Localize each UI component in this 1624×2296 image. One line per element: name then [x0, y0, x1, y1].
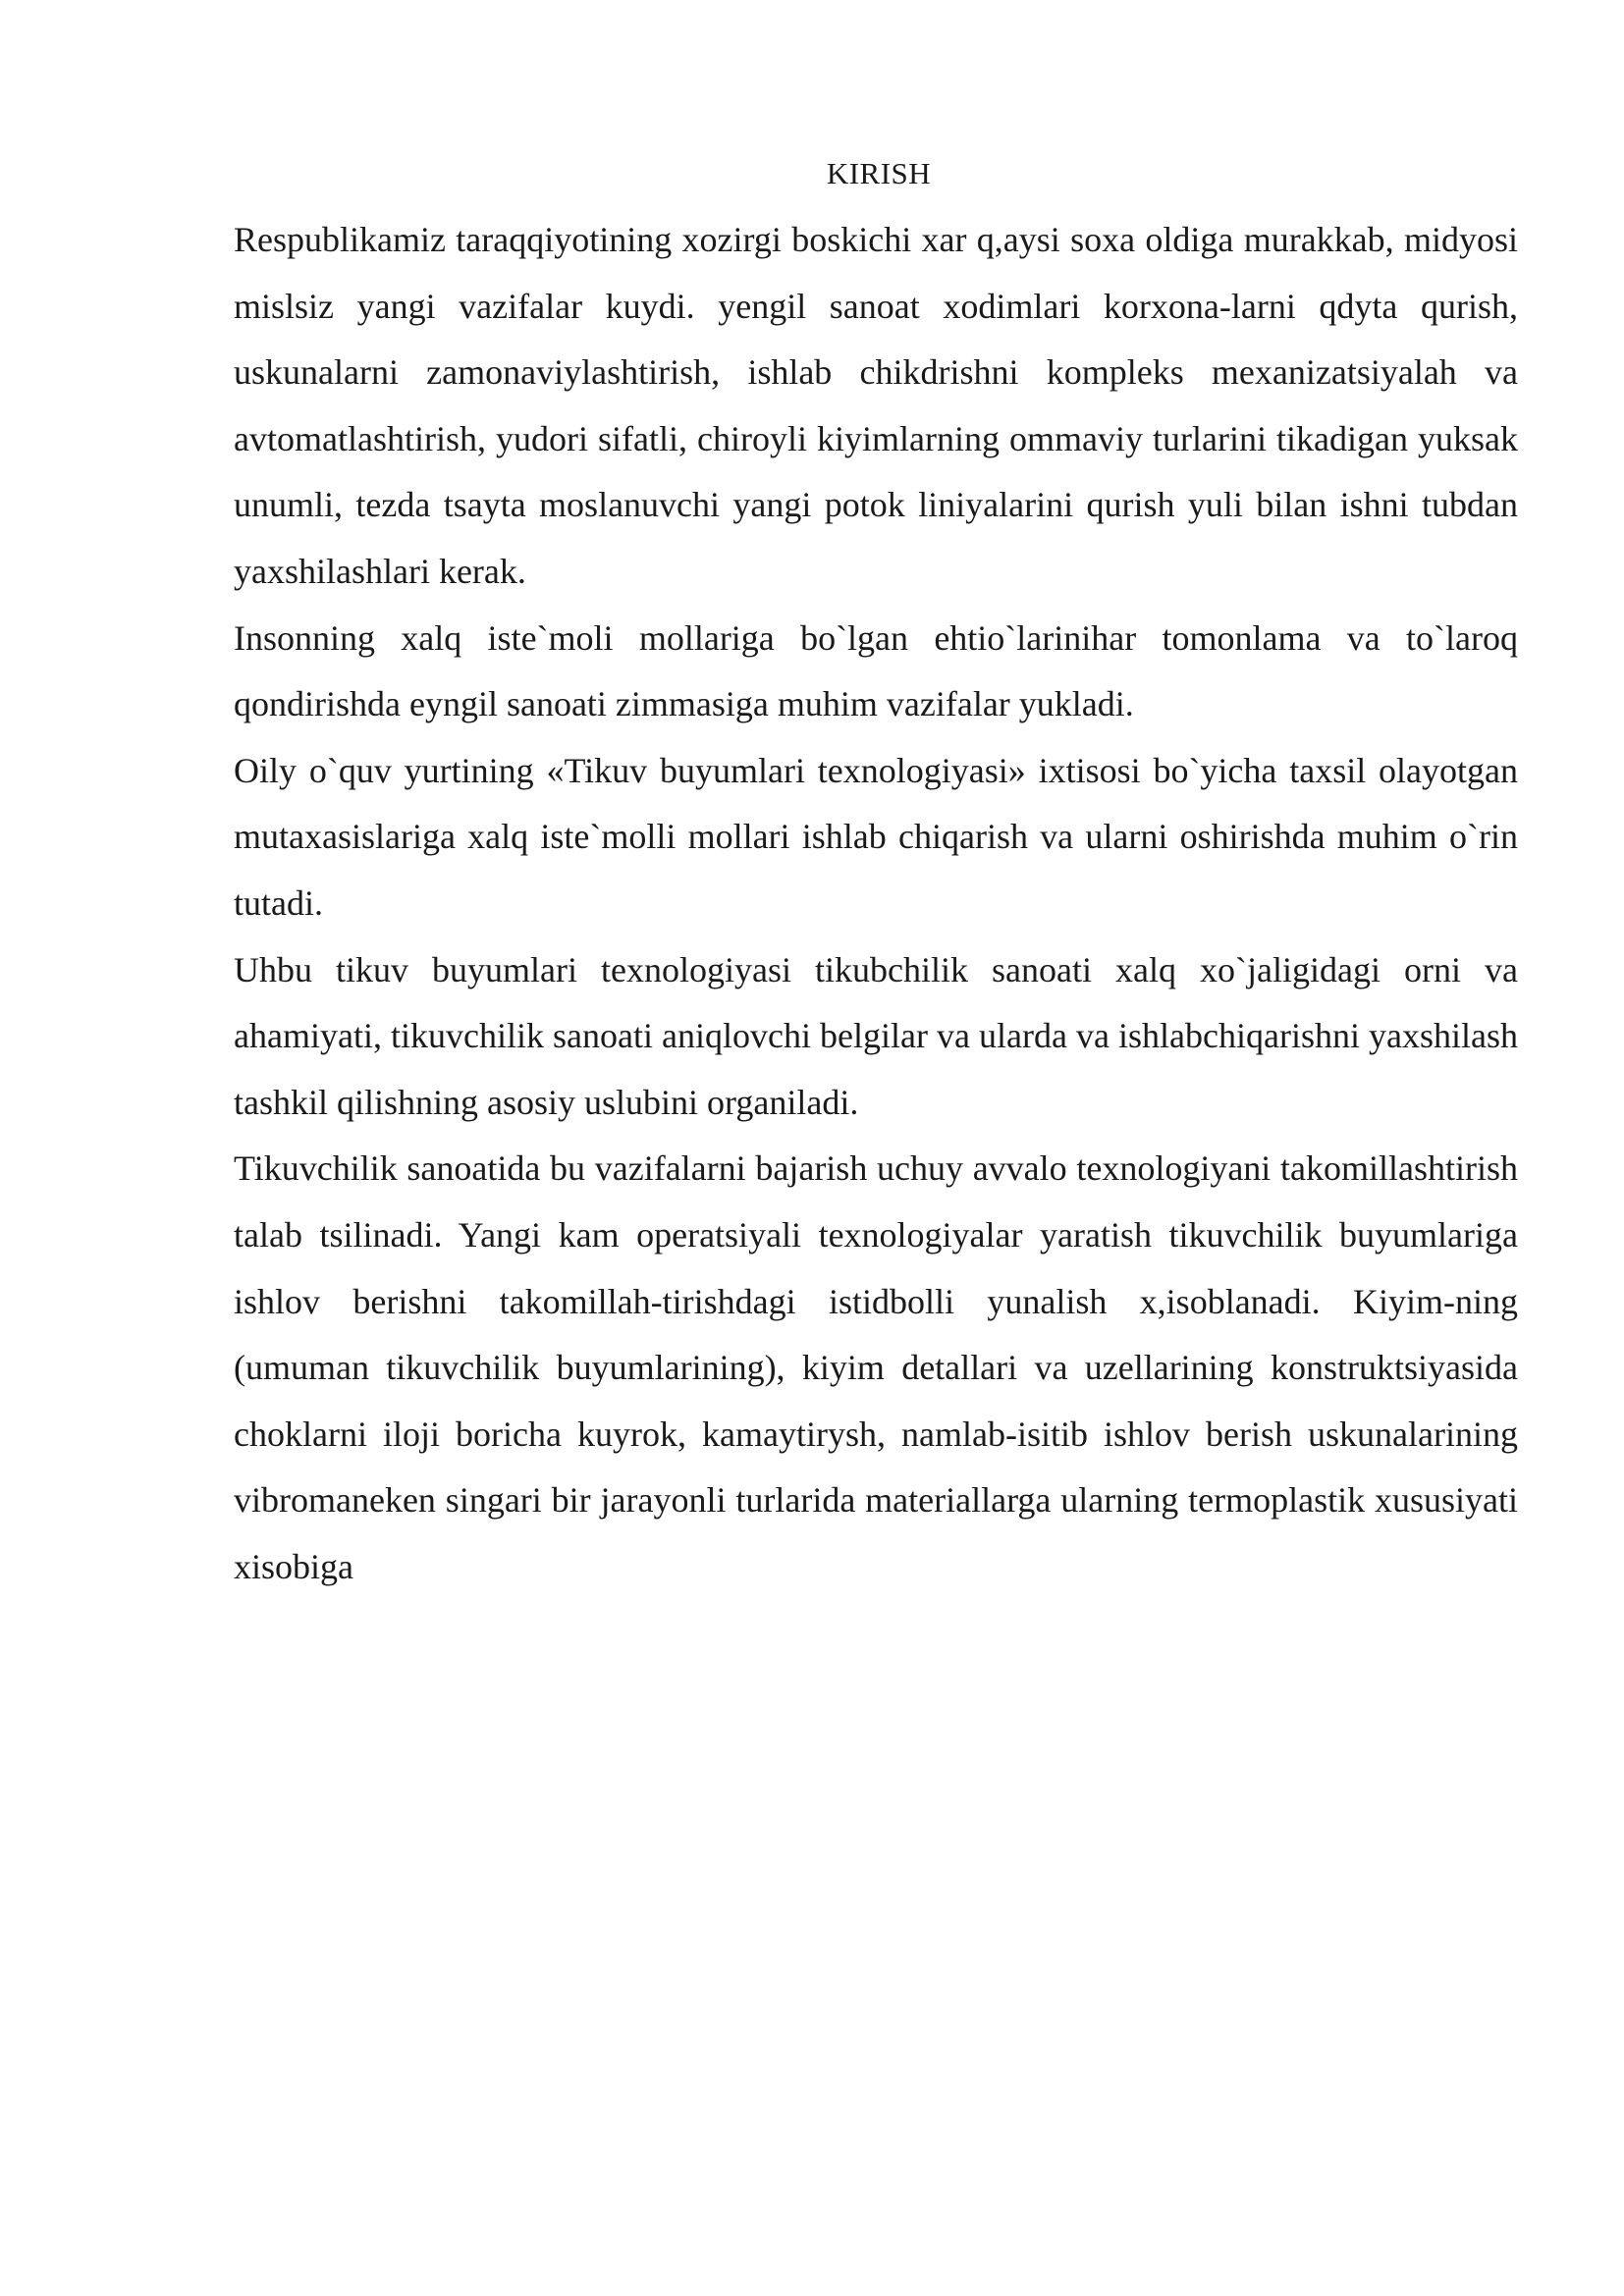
document-body	[234, 207, 1518, 1600]
paragraph-1: Respublikamiz taraqqiyotining xozirgi boskichi xar q,aysi soxa oldiga murakkab, midyosi mislsiz yangi vazifalar kuydi. yengil sanoat xodimlari korxona-larni qdyta qurish, uskunalarni zamonaviylashtirish, ishlab chikdrishni kompleks mexanizatsiyalah va avtomatlashtirish, yudori sifatli, chiroyli kiyimlarning ommaviy turlarini tikadigan yuksak unumli, tezda tsayta moslanuvchi yangi potok liniyalarini qurish yuli bilan ishni tubdan yaxshilashlari kerak.	[234, 220, 1518, 591]
paragraph-4: Uhbu tikuv buyumlari texnologiyasi tikubchilik sanoati xalq xo`jaligidagi orni va ahamiyati, tikuvchilik sanoati aniqlovchi belgilar va ularda va ishlabchiqarishni yaxshilash tashkil qilishning asosiy uslubini organiladi.	[234, 949, 1518, 1122]
paragraph-5: Tikuvchilik sanoatida bu vazifalarni bajarish uchuy avvalo texnologiyani takomillashtirish talab tsilinadi. Yangi kam operatsiyali texnologiyalar yaratish tikuvchilik buyumlariga ishlov berishni takomillah-tirishdagi istidbolli yunalish x,isoblanadi. Kiyim-ning (umuman tikuvchilik buyumlarining), kiyim detallari va uzellarining konstruktsiyasida choklarni iloji boricha kuyrok, kamaytirysh, namlab-isitib ishlov berish uskunalarining vibromaneken singari bir jarayonli turlarida materiallarga ularning termoplastik xususiyati xisobiga	[234, 1148, 1518, 1586]
paragraph-3: Oily o`quv yurtining «Tikuv buyumlari texnologiyasi» ixtisosi bo`yicha taxsil olayotgan mutaxasislariga xalq iste`molli mollari ishlab chiqarish va ularni oshirishda muhim o`rin tutadi.	[234, 750, 1518, 923]
paragraph-2: Insonning xalq iste`moli mollariga bo`lgan ehtio`larinihar tomonlama va to`laroq qondirishda eyngil sanoati zimmasiga muhim vazifalar yukladi.	[234, 617, 1518, 724]
page-title: KIRISH	[826, 156, 932, 190]
